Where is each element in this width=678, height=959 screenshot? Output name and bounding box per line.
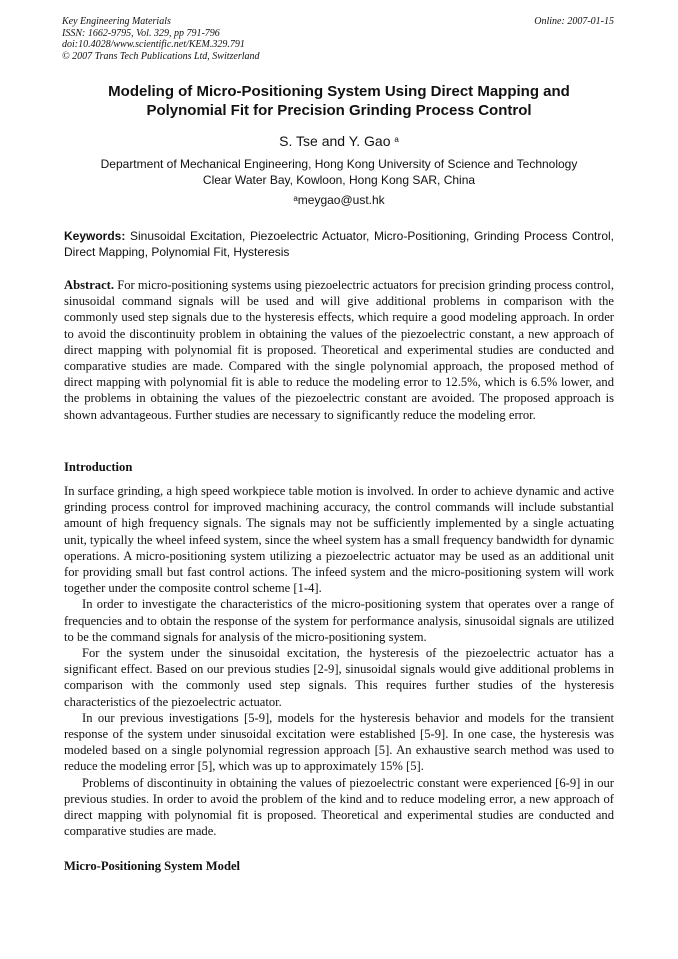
intro-paragraph: Problems of discontinuity in obtaining the values of piezoelectric constant were experienced [6-9] in our previous studies. In order to avoid the problem of the kind and to reduce modeling error, a new approach of direct mapping with polynomial fit is proposed. Theoretical and experimental studies are conducted and comparative studies are made.	[64, 775, 614, 839]
intro-paragraph: In order to investigate the characteristics of the micro-positioning system that operates over a range of frequencies and to obtain the response of the system for performance analysis, sinusoidal signals are utilized to be the command signals for analysis of the micro-positioning system.	[64, 597, 614, 644]
intro-paragraph: For the system under the sinusoidal excitation, the hysteresis of the piezoelectric actuator has a significant effect. Based on our previous studies [2-9], sinusoidal signals would give additional problems in comparison with the commonly used step signals. This requires further studies of the hysteresis characteristics of the piezoelectric actuator.	[64, 646, 614, 709]
author-line	[60, 133, 618, 150]
affiliation-line-1: Department of Mechanical Engineering, Hong Kong University of Science and Technology	[100, 157, 578, 171]
email-line	[60, 193, 618, 208]
keywords-label: Keywords:	[64, 229, 126, 243]
intro-paragraph: In surface grinding, a high speed workpiece table motion is involved. In order to achieve dynamic and active grinding process control for improved machining accuracy, the control commands will include substantial amount of high frequency signals. The signals may not be sufficiently implemented by a single actuating unit, typically the wheel infeed system, since the wheel system has a small frequency bandwidth for dynamic operations. A micro-positioning system utilizing a piezoelectric actuator may be used as an additional unit for providing small but fast control actions. The infeed system and the micro-positioning system will work together under the composite control scheme [1-4].	[64, 484, 614, 596]
keywords-block	[64, 229, 614, 260]
authors: S. Tse and Y. Gao	[279, 133, 391, 149]
section-heading-model: Micro-Positioning System Model	[64, 859, 241, 873]
title-line-1: Modeling of Micro-Positioning System Using Direct Mapping and	[108, 83, 570, 100]
paper-title	[60, 82, 618, 120]
introduction-body	[64, 483, 614, 839]
author-superscript: a	[394, 135, 399, 144]
email-superscript: a	[293, 194, 298, 203]
journal-doi: doi:10.4028/www.scientific.net/KEM.329.791	[62, 39, 245, 50]
introduction-heading: Introduction	[64, 460, 133, 474]
journal-issn: ISSN: 1662-9795, Vol. 329, pp 791-796	[62, 27, 220, 39]
title-line-2: Polynomial Fit for Precision Grinding Process Control	[146, 102, 532, 119]
keywords-text: Sinusoidal Excitation, Piezoelectric Actuator, Micro-Positioning, Grinding Process Control, Direct Mapping, Polynomial Fit, Hysteresis	[64, 229, 614, 259]
abstract-text: For micro-positioning systems using piezoelectric actuators for precision grinding process control, sinusoidal command signals will be used and will give additional problems in comparison with the commonly used step signals due to the hysteresis effects, which require a good modeling approach. In order to avoid the discontinuity problem in obtaining the values of the piezoelectric constant, a new approach of direct mapping with polynomial fit is proposed. Theoretical and experimental studies are conducted and comparative studies are made. Compared with the single polynomial approach, the proposed method of direct mapping with polynomial fit is able to reduce the modeling error to 12.5%, which is 6.5% lower, and the problems in obtaining the values of the piezoelectric constant are avoided. The proposed approach is shown advantageous. Further studies are necessary to significantly reduce the modeling error.	[64, 278, 614, 422]
author-email: meygao@ust.hk	[297, 193, 385, 207]
journal-copyright: © 2007 Trans Tech Publications Ltd, Switzerland	[62, 50, 260, 62]
online-date: Online: 2007-01-15	[534, 16, 614, 27]
affiliation-line-2: Clear Water Bay, Kowloon, Hong Kong SAR, China	[202, 172, 476, 187]
journal-header	[62, 16, 260, 62]
affiliation	[60, 157, 618, 188]
journal-name: Key Engineering Materials	[62, 16, 171, 27]
intro-paragraph: In our previous investigations [5-9], models for the hysteresis behavior and models for the transient response of the system under sinusoidal excitation were established [5-9]. In one case, the hysteresis was modeled based on a single polynomial regression approach [5]. An exhaustive search method was used to reduce the modeling error [5], which was up to approximately 15% [5].	[64, 710, 614, 774]
abstract-block	[64, 277, 614, 423]
abstract-label: Abstract.	[64, 278, 115, 292]
